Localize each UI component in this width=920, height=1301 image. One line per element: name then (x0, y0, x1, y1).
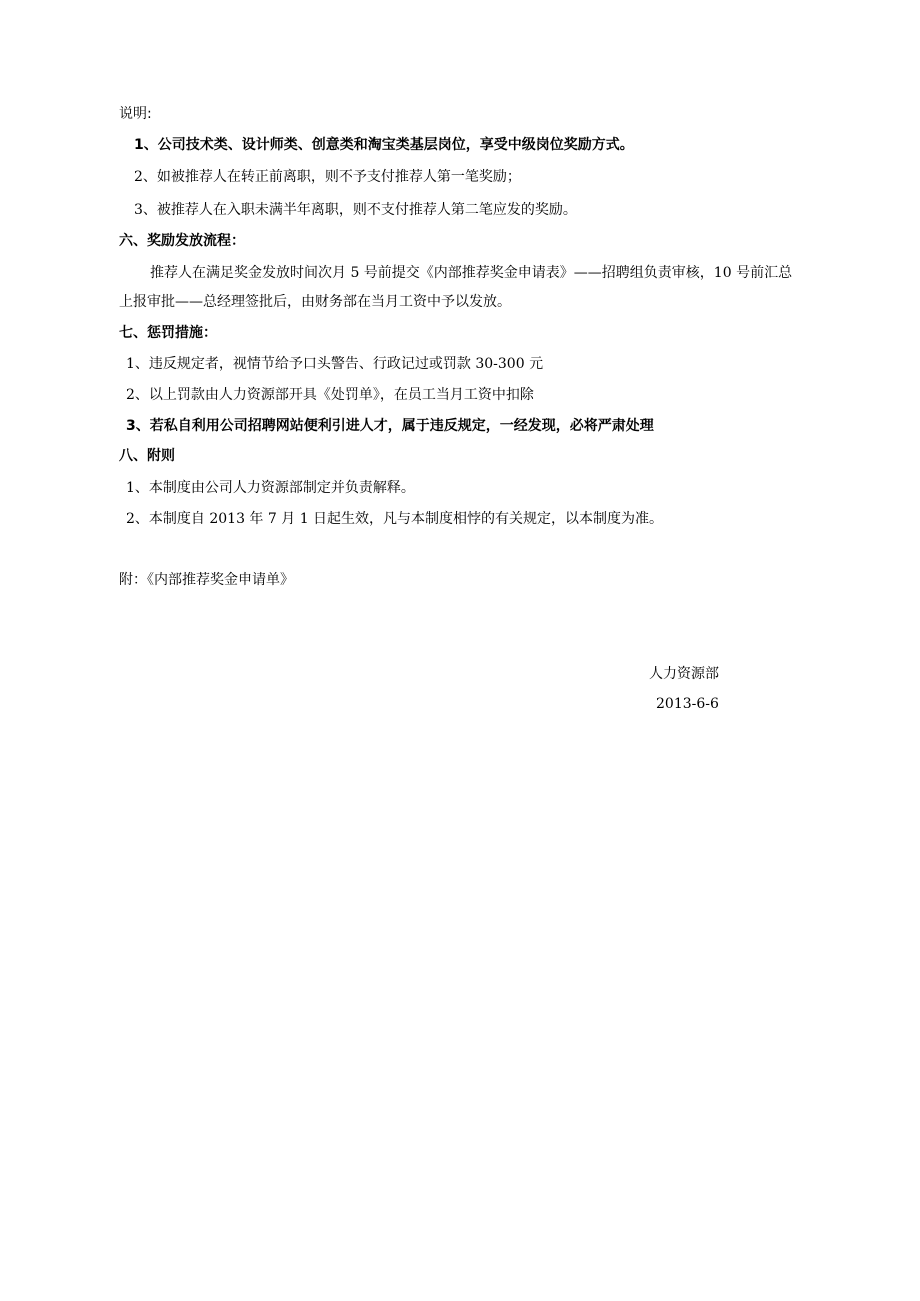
section6-paragraph-line2: 上报审批——总经理签批后，由财务部在当月工资中予以发放。 (119, 294, 511, 310)
section8-heading: 八、附则 (119, 448, 175, 464)
signature-department: 人力资源部 (649, 666, 719, 682)
section6-heading: 六、奖励发放流程： (119, 233, 245, 249)
signature-date: 2013-6-6 (656, 696, 719, 712)
section8-item-2: 2、本制度自 2013 年 7 月 1 日起生效，凡与本制度相悖的有关规定，以本制度为准。 (126, 511, 664, 527)
section7-item-3: 3、若私自利用公司招聘网站便利引进人才，属于违反规定，一经发现，必将严肃处理 (126, 418, 654, 434)
notes-item-1: 1、公司技术类、设计师类、创意类和淘宝类基层岗位，享受中级岗位奖励方式。 (134, 137, 634, 153)
section7-item-1: 1、违反规定者，视情节给予口头警告、行政记过或罚款 30-300 元 (126, 356, 544, 372)
section6-paragraph-line1: 推荐人在满足奖金发放时间次月 5 号前提交《内部推荐奖金申请表》——招聘组负责审核，10 号前汇总 (150, 265, 793, 281)
section7-item-2: 2、以上罚款由人力资源部开具《处罚单》，在员工当月工资中扣除 (126, 387, 534, 403)
attachment-note: 附：《内部推荐奖金申请单》 (119, 572, 294, 588)
section8-item-1: 1、本制度由公司人力资源部制定并负责解释。 (126, 480, 415, 496)
notes-item-3: 3、被推荐人在入职未满半年离职，则不支付推荐人第二笔应发的奖励。 (134, 202, 577, 218)
notes-heading: 说明: (119, 106, 152, 122)
notes-item-2: 2、如被推荐人在转正前离职，则不予支付推荐人第一笔奖励； (134, 169, 521, 185)
section7-heading: 七、惩罚措施： (119, 325, 217, 341)
